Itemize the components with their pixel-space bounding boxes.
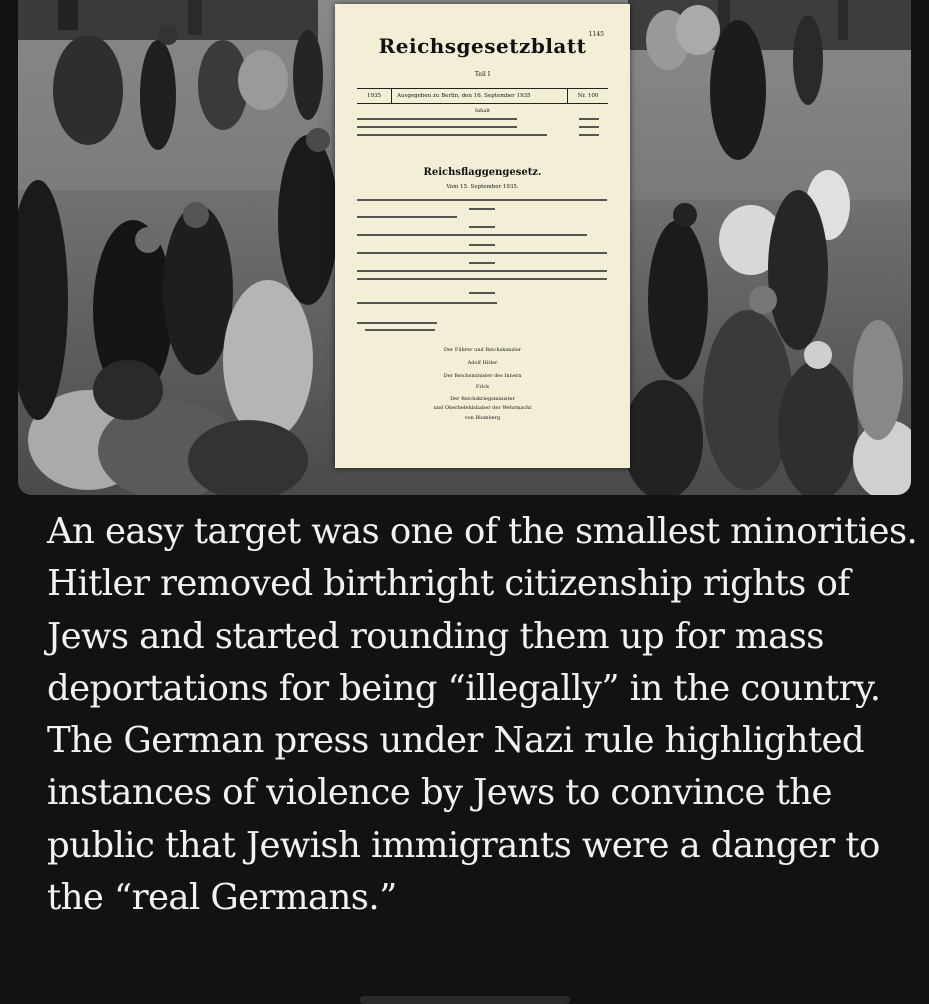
caption-text: An easy target was one of the smallest minorities. Hitler removed birthright citizenship rights of Jews and started rounding them up for mass deportations for being “illegally” in the country. The German press under Nazi rule highlighted instances of violence by Jews to convince the public that Jewish immigrants were a danger to the “real Germans.” bbox=[47, 511, 918, 919]
historical-photo bbox=[18, 0, 911, 495]
document-issue-number: Nr. 100 bbox=[577, 93, 599, 99]
signature-line: Der Reichskriegsminister bbox=[450, 396, 515, 402]
signature-line: Der Führer und Reichskanzler bbox=[443, 347, 522, 353]
document-contents-label: Inhalt bbox=[474, 108, 490, 114]
document-year: 1935 bbox=[357, 89, 392, 103]
reichsgesetzblatt-document bbox=[335, 4, 630, 468]
law-title: Reichsflaggengesetz. bbox=[423, 167, 542, 178]
signature-line: Frick bbox=[475, 384, 490, 390]
document-masthead: Reichsgesetzblatt bbox=[378, 34, 587, 58]
document-issued: Ausgegeben zu Berlin, den 16. September 1935 bbox=[392, 89, 568, 103]
signature-line: und Oberbefehlshaber der Wehrmacht bbox=[433, 405, 532, 411]
document-page-number: 1145 bbox=[588, 31, 604, 38]
signature-line: Adolf Hitler bbox=[467, 360, 498, 366]
home-indicator[interactable] bbox=[360, 996, 570, 1004]
signature-line: Der Reichsminister des Innern bbox=[443, 373, 522, 379]
law-date: Vom 15. September 1935. bbox=[446, 184, 519, 190]
signature-line: von Blomberg bbox=[464, 415, 501, 421]
document-part: Teil I bbox=[474, 71, 491, 78]
